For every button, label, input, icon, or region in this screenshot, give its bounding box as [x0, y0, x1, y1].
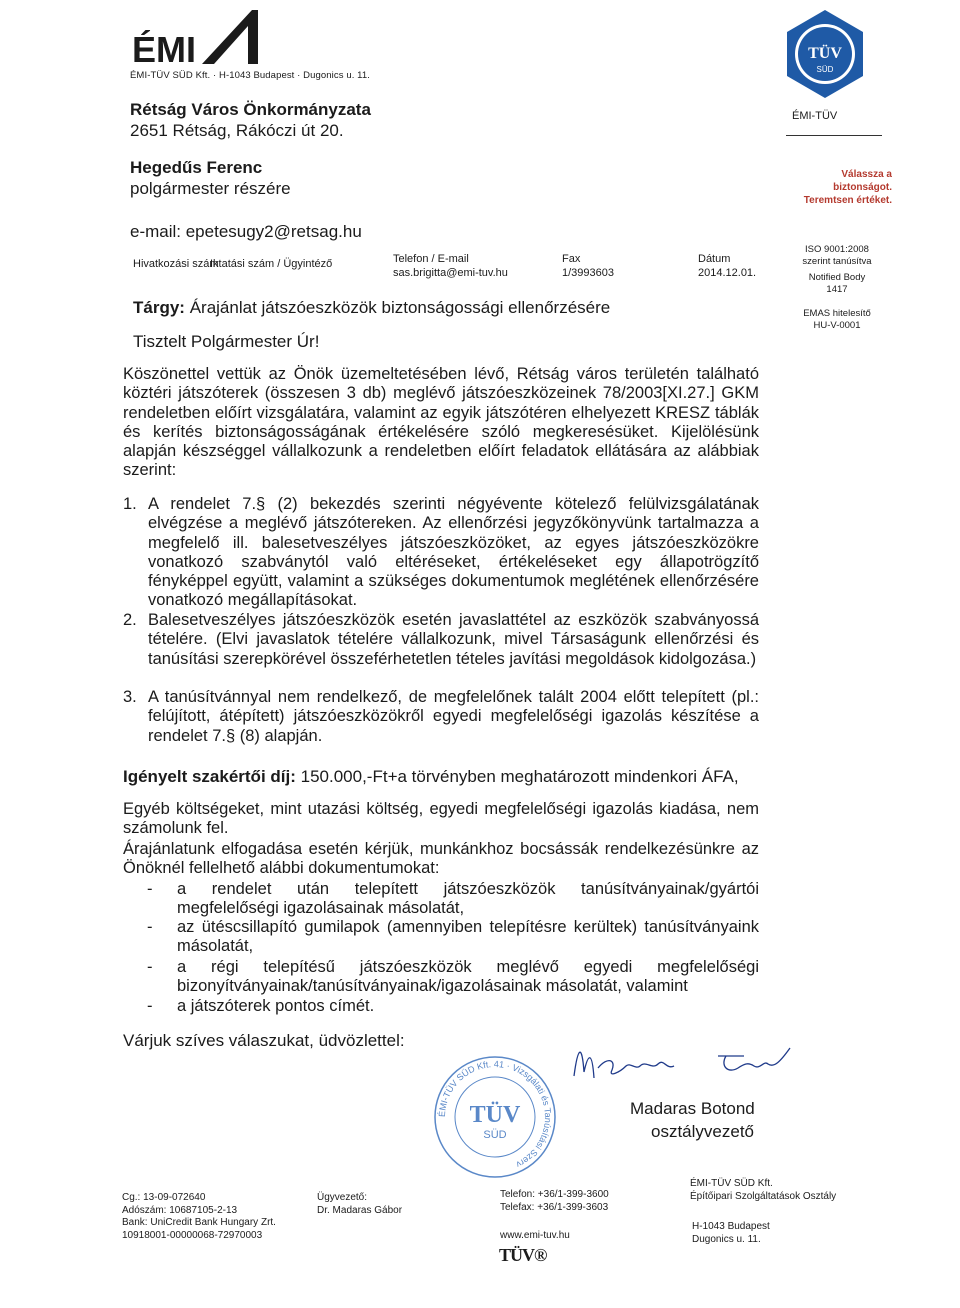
fee-text: 150.000,-Ft+a törvényben meghatározott mindenkori ÁFA, [300, 767, 739, 786]
list-item [123, 495, 759, 611]
emi-logo [130, 8, 260, 68]
subject-line [133, 297, 610, 318]
closing-line: Várjuk szíves válaszukat, üdvözlettel: [123, 1031, 405, 1050]
contact-email: sas.brigitta@emi-tuv.hu [393, 267, 508, 279]
list-item-text: A tanúsítvánnyal nem rendelkező, de megfelelőnek talált 2004 előtt telepített (pl.: felújított, átépített) játszóeszközökről egyedi megfelelőségi igazolás készítése a rendelet 7.§ (8) alapján. [148, 688, 759, 745]
footer-tax-number: Adószám: 10687105-2-13 [122, 1204, 238, 1216]
cert-line: EMAS hitelesítő [803, 308, 871, 319]
svg-text:SÜD: SÜD [483, 1129, 507, 1141]
list-dash: - [147, 880, 153, 898]
salutation: Tisztelt Polgármester Úr! [133, 332, 320, 351]
footer-fax: Telefax: +36/1-399-3603 [500, 1201, 609, 1213]
recipient-name: Hegedűs Ferenc [130, 158, 263, 177]
footer-website[interactable]: www.emi-tuv.hu [500, 1230, 570, 1241]
footer-city: H-1043 Budapest [692, 1221, 770, 1232]
svg-text:ÉMI-TÜV SÜD Kft. 41 · Vizsgála: ÉMI-TÜV SÜD Kft. 41 · Vizsgálati és Tanúsítási Szerv [436, 1058, 554, 1170]
date-block [698, 252, 756, 280]
slogan-line-2: Teremtsen értéket. [803, 195, 892, 206]
footer-company-registry [122, 1192, 276, 1242]
fee-label: Igényelt szakértői díj: [123, 767, 296, 786]
svg-text:TÜV: TÜV [808, 45, 842, 62]
subject-label: Tárgy: [133, 298, 185, 317]
emas-verifier [792, 308, 882, 332]
notified-body [792, 272, 882, 296]
filing-number-label: Iktatási szám / Ügyintéző [210, 258, 333, 270]
intro-paragraph: Köszönettel vettük az Önök üzemeltetésében lévő, Rétság város területén található köztéri játszóterek (összesen 3 db) meglévő játszóeszközeinek 78/2003[XI.27.] GKM rendeletben előírt vizsgálatára, valamint az egyik játszótéren elhelyezett KRESZ táblák és kerítés biztonságosságának értékelésére szóló megkeresésüket. Kijelölésünk alapján készséggel vállalkozunk a rendeletben előírt feladatok ellátására az alábbiak szerint: [123, 365, 759, 480]
footer-phone: Telefon: +36/1-399-3600 [500, 1189, 609, 1200]
date-value: 2014.12.01. [698, 267, 757, 279]
list-dash: - [147, 997, 153, 1015]
svg-text:TÜV: TÜV [469, 1102, 521, 1128]
footer-tuv-mark: TÜV® [499, 1245, 547, 1265]
list-item [123, 688, 759, 746]
footer-managing-director [317, 1192, 402, 1217]
list-item-text: a játszóterek pontos címét. [177, 997, 375, 1015]
footer-address [692, 1221, 770, 1246]
fax-block [562, 252, 614, 280]
list-item-number: 2. [123, 611, 137, 629]
list-item-number: 3. [123, 688, 137, 706]
list-item-text: Balesetveszélyes játszóeszközök esetén javaslattétel az eszközök szabványossá tételére. (Elvi javaslatok tételére vállalkozunk, mivel Társaságunk ellenőrzési és tanúsítási szerepkörével összeférhetetlen tételes javítási megoldások kidolgozása.) [148, 611, 759, 668]
list-item [123, 997, 759, 1016]
list-item-text: a régi telepítésű játszóeszközök meglévő egyedi megfelelőségi bizonyítványainak/tanúsítványainak/igazolásainak másolatát, valamint [177, 958, 759, 996]
cert-line: ISO 9001:2008 [805, 244, 869, 255]
date-label: Dátum [698, 253, 731, 265]
fax-label: Fax [562, 253, 581, 265]
fee-line [123, 766, 739, 787]
footer-department: Építőipari Szolgáltatások Osztály [690, 1190, 837, 1202]
emi-tuv-label: ÉMI-TÜV [792, 110, 838, 122]
signer-title: osztályvezető [651, 1122, 754, 1141]
recipient-email: e-mail: epetesugy2@retsag.hu [130, 222, 362, 241]
footer-org-name: ÉMI-TÜV SÜD Kft. [690, 1178, 773, 1189]
handwritten-signature [568, 1036, 798, 1096]
cert-line: Notified Body [808, 272, 866, 283]
other-costs-paragraph: Egyéb költségeket, mint utazási költség, egyedi megfelelőségi igazolás kiadása, nem számolunk fel. [123, 800, 759, 838]
svg-text:SÜD: SÜD [816, 65, 834, 74]
signer-name: Madaras Botond [630, 1099, 755, 1118]
footer-gm-label: Ügyvezető: [317, 1192, 368, 1203]
list-dash: - [147, 958, 153, 976]
footer-account: 10918001-00000068-72970003 [122, 1229, 263, 1241]
ref-number-label: Hivatkozási szám [133, 258, 219, 270]
tuv-sud-badge [779, 8, 871, 100]
list-dash: - [147, 918, 153, 936]
slogan-line-1: Válassza a biztonságot. [833, 169, 892, 193]
divider [786, 135, 882, 136]
list-item-text: az ütéscsillapító gumilapok (amennyiben telepítésre kerültek) tanúsítványaink másolatát, [177, 918, 759, 956]
company-stamp [430, 1052, 560, 1182]
recipient-org: Rétság Város Önkormányzata [130, 100, 371, 119]
cert-line: 1417 [826, 284, 848, 295]
subject-text: Árajánlat játszóeszközök biztonságossági ellenőrzésére [189, 298, 611, 317]
list-item [123, 918, 759, 957]
footer-bank: Bank: UniCredit Bank Hungary Zrt. [122, 1217, 276, 1228]
footer-contact [500, 1189, 609, 1214]
footer-organisation [690, 1178, 836, 1203]
list-item [123, 880, 759, 919]
footer-cg: Cg.: 13-09-072640 [122, 1192, 206, 1203]
footer-street: Dugonics u. 11. [692, 1233, 761, 1245]
recipient-role: polgármester részére [130, 179, 291, 198]
sender-line: ÉMI-TÜV SÜD Kft. · H-1043 Budapest · Dugonics u. 11. [130, 70, 370, 81]
phone-email-label: Telefon / E-mail [393, 253, 469, 265]
phone-email-block [393, 252, 508, 280]
list-item [123, 611, 759, 669]
recipient-address: 2651 Rétság, Rákóczi út 20. [130, 121, 344, 140]
svg-text:ÉMI: ÉMI [132, 29, 197, 68]
slogan [780, 168, 892, 207]
documents-request-paragraph: Árajánlatunk elfogadása esetén kérjük, munkánkhoz bocsássák rendelkezésünkre az Önöknél fellelhető alábbi dokumentumokat: [123, 840, 759, 878]
list-item-number: 1. [123, 495, 137, 513]
cert-line: HU-V-0001 [813, 320, 861, 331]
fax-value: 1/3993603 [562, 267, 614, 279]
list-item-text: A rendelet 7.§ (2) bekezdés szerinti négyévente kötelező felülvizsgálatának elvégzése a meglévő játszótereken. Az ellenőrzési jegyzőkönyvünk tartalmazza a megfelelő ill. balesetveszélyes játszóeszközöket, az egyes játszóeszközökre vonatkozó szabványtól való eltéréseket, értékeléseket egy állapotrögzítő fényképpel együtt, valamint a szükséges dokumentumok meglétének ellenőrzésére vonatkozó megállapításokat. [148, 495, 759, 610]
list-item-text: a rendelet után telepített játszóeszközök tanúsítványainak/gyártói megfelelőségi igazolásainak másolatát, [177, 880, 759, 918]
cert-line: szerint tanúsítva [802, 256, 872, 267]
list-item [123, 958, 759, 997]
footer-gm-name: Dr. Madaras Gábor [317, 1204, 403, 1216]
iso-certification [792, 244, 882, 268]
